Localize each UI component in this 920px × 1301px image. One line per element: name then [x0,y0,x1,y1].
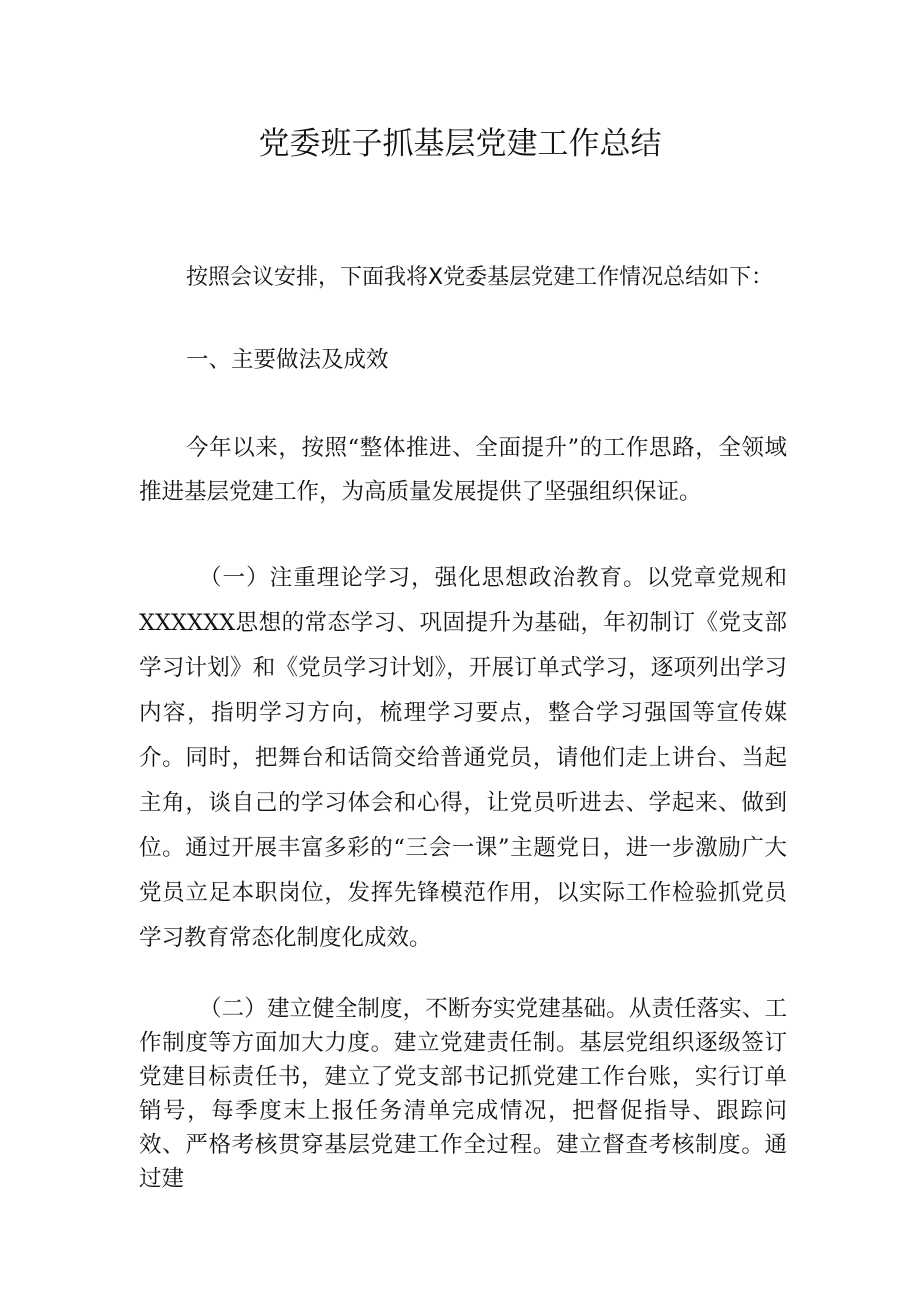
section-heading: 一、主要做法及成效 [186,347,389,373]
intro-paragraph: 按照会议安排，下面我将X党委基层党建工作情况总结如下： [186,265,774,290]
subsection-two-paragraph: （二）建立健全制度，不断夯实党建基础。从责任落实、工作制度等方面加大力度。建立党建责任制。基层党组织逐级签订党建目标责任书，建立了党支部书记抓党建工作台账，实行订单销号，每季度末上报任务清单完成情况，把督促指导、跟踪问效、严格考核贯穿基层党建工作全过程。建立督查考核制度。通过建 [139,996,787,1192]
document-title: 党委班子抓基层党建工作总结 [258,126,662,162]
subsection-one-paragraph: （一）注重理论学习，强化思想政治教育。以党章党规和XXXXXX思想的常态学习、巩固提升为基础，年初制订《党支部学习计划》和《党员学习计划》，开展订单式学习，逐项列出学习内容，指明学习方向，梳理学习要点，整合学习强国等宣传媒介。同时，把舞台和话筒交给普通党员，请他们走上讲台、当起主角，谈自己的学习体会和心得，让党员听进去、学起来、做到位。通过开展丰富多彩的“三会一课”主题党日，进一步激励广大党员立足本职岗位，发挥先锋模范作用，以实际工作检验抓党员学习教育常态化制度化成效。 [139,565,787,951]
section-intro-paragraph: 今年以来，按照“整体推进、全面提升”的工作思路，全领域推进基层党建工作，为高质量发展提供了坚强组织保证。 [139,435,787,505]
